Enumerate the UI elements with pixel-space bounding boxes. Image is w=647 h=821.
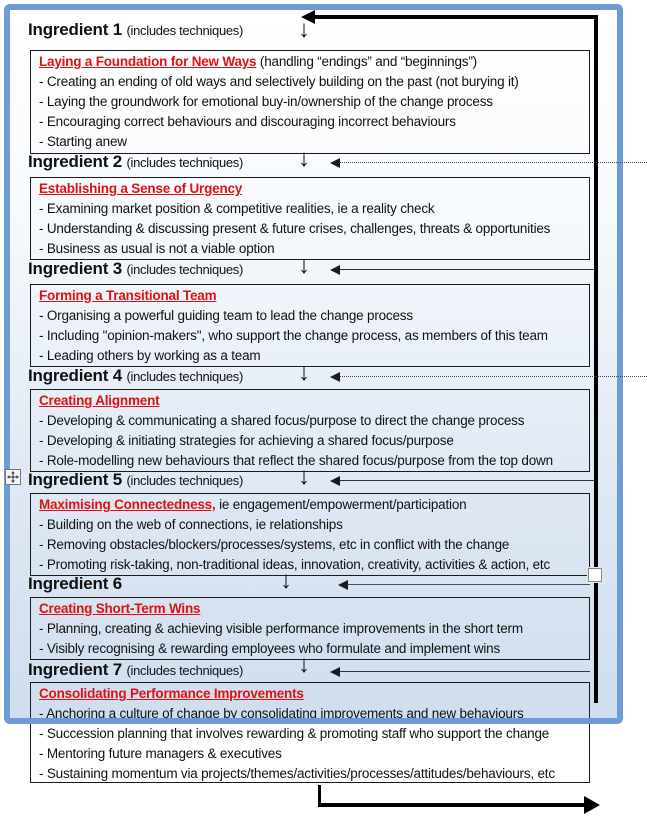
ingredient-3-suffix: (includes techniques) xyxy=(126,262,244,277)
bullet-line: - Anchoring a culture of change by consolidating improvements and new behaviours xyxy=(39,706,524,721)
return-arrow-dotted-row2 xyxy=(340,162,647,163)
ingredient-2-header xyxy=(28,152,243,172)
box-3-heading xyxy=(39,286,581,306)
left-arrowhead-icon xyxy=(330,667,340,677)
box-2-heading xyxy=(39,179,581,199)
ingredient-4-header xyxy=(28,366,243,386)
bullet-line: - Sustaining momentum via projects/themes/activities/processes/attitudes/behaviours, etc xyxy=(39,766,555,781)
bullet-line: - Mentoring future managers & executives xyxy=(39,746,282,761)
bullet-line: - Encouraging correct behaviours and discouraging incorrect behaviours xyxy=(39,114,456,129)
down-arrow-icon: ↓ xyxy=(298,145,310,172)
box-6-red-title: Creating Short-Term Wins xyxy=(39,601,201,616)
box-7-heading xyxy=(39,684,581,704)
return-arrow-solid-row3 xyxy=(340,269,594,270)
return-arrow-solid-row7 xyxy=(340,671,590,672)
left-arrowhead-icon xyxy=(330,265,340,275)
ingredient-5-suffix: (includes techniques) xyxy=(126,473,244,488)
box-1-title-rest: (handling “endings” and “beginnings”) xyxy=(256,54,477,69)
ingredient-4-title: Ingredient 4 xyxy=(28,366,122,385)
ingredient-4-suffix: (includes techniques) xyxy=(126,369,244,384)
ingredient-2-title: Ingredient 2 xyxy=(28,152,122,171)
box-6-heading xyxy=(39,599,581,619)
ingredient-3-title: Ingredient 3 xyxy=(28,259,122,278)
down-arrow-icon: ↓ xyxy=(298,359,310,386)
ingredient-3-header xyxy=(28,259,243,279)
bullet-line: - Business as usual is not a viable option xyxy=(39,241,275,256)
ingredient-6-header xyxy=(28,574,122,594)
bullet-line: - Organising a powerful guiding team to lead the change process xyxy=(39,308,413,323)
bullet-line: - Succession planning that involves rewarding & promoting staff who support the change xyxy=(39,726,550,741)
four-way-arrow-icon xyxy=(7,471,19,483)
bullet-line: - Including "opinion-makers", who support the change process, as members of this team xyxy=(39,328,548,343)
bullet-line: - Promoting risk-taking, non-traditional ideas, innovation, creativity, activities & action, etc xyxy=(39,557,551,572)
bullet-line: - Leading others by working as a team xyxy=(39,348,261,363)
box-3-red-title: Forming a Transitional Team xyxy=(39,288,217,303)
down-arrow-icon: ↓ xyxy=(298,463,310,490)
down-arrow-icon: ↓ xyxy=(298,651,310,678)
bullet-line: - Planning, creating & achieving visible performance improvements in the short term xyxy=(39,621,523,636)
ingredient-1-suffix: (includes techniques) xyxy=(126,23,244,38)
bullet-line: - Removing obstacles/blockers/processes/systems, etc in conflict with the change xyxy=(39,537,510,552)
technique-box-6 xyxy=(30,597,590,660)
bullet-line: - Role-modelling new behaviours that reflect the shared focus/purpose from the top down xyxy=(39,453,553,468)
ingredient-2-suffix: (includes techniques) xyxy=(126,155,244,170)
vertical-flow-line xyxy=(594,15,598,703)
box-4-red-title: Creating Alignment xyxy=(39,393,160,408)
ingredient-6-title: Ingredient 6 xyxy=(28,574,122,593)
return-arrow-dotted-row4 xyxy=(340,376,647,377)
technique-box-1 xyxy=(30,50,590,154)
top-feedback-arrowhead-icon xyxy=(301,10,315,24)
down-arrow-icon: ↓ xyxy=(298,16,310,43)
ingredient-7-header xyxy=(28,660,243,680)
ingredient-5-title: Ingredient 5 xyxy=(28,470,122,489)
left-arrowhead-icon xyxy=(330,372,340,382)
left-arrowhead-icon xyxy=(330,476,340,486)
ingredient-1-title: Ingredient 1 xyxy=(28,20,122,39)
bullet-line: - Laying the groundwork for emotional buy-in/ownership of the change process xyxy=(39,94,493,109)
selection-resize-handle[interactable] xyxy=(588,568,602,582)
bullet-line: - Creating an ending of old ways and selectively building on the past (not burying it) xyxy=(39,74,519,89)
bullet-line: - Examining market position & competitive realities, ie a reality check xyxy=(39,201,435,216)
ingredient-5-header xyxy=(28,470,243,490)
technique-box-5 xyxy=(30,493,590,576)
technique-box-3 xyxy=(30,284,590,367)
top-feedback-arrow-shaft xyxy=(315,15,598,19)
box-1-red-title: Laying a Foundation for New Ways xyxy=(39,54,257,69)
exit-arrow-shaft xyxy=(318,803,584,807)
technique-box-7 xyxy=(30,682,590,783)
return-arrow-solid-row6[interactable] xyxy=(348,584,590,585)
return-arrow-solid-row5 xyxy=(340,480,594,481)
box-5-red-title: Maximising Connectedness, xyxy=(39,497,216,512)
bullet-line: - Starting anew xyxy=(39,134,127,149)
ingredient-1-header xyxy=(28,20,243,40)
left-arrowhead-icon xyxy=(330,158,340,168)
exit-arrowhead-icon xyxy=(584,796,600,814)
left-arrowhead-icon xyxy=(338,580,348,590)
box-5-heading xyxy=(39,495,581,515)
technique-box-2 xyxy=(30,177,590,260)
down-arrow-icon: ↓ xyxy=(298,252,310,279)
ingredient-7-suffix: (includes techniques) xyxy=(126,663,244,678)
bullet-line: - Building on the web of connections, ie relationships xyxy=(39,517,343,532)
box-7-red-title: Consolidating Performance Improvements xyxy=(39,686,304,701)
box-1-heading xyxy=(39,52,581,72)
bullet-line: - Visibly recognising & rewarding employees who formulate and implement wins xyxy=(39,641,501,656)
bullet-line: - Developing & initiating strategies for achieving a shared focus/purpose xyxy=(39,433,454,448)
box-5-title-rest: ie engagement/empowerment/participation xyxy=(215,497,467,512)
down-arrow-icon: ↓ xyxy=(280,567,292,594)
box-4-heading xyxy=(39,391,581,411)
bullet-line: - Developing & communicating a shared focus/purpose to direct the change process xyxy=(39,413,525,428)
ingredient-7-title: Ingredient 7 xyxy=(28,660,122,679)
bullet-line: - Understanding & discussing present & future crises, challenges, threats & opportunities xyxy=(39,221,551,236)
technique-box-4 xyxy=(30,389,590,472)
box-2-red-title: Establishing a Sense of Urgency xyxy=(39,181,243,196)
table-move-handle[interactable] xyxy=(5,469,21,485)
